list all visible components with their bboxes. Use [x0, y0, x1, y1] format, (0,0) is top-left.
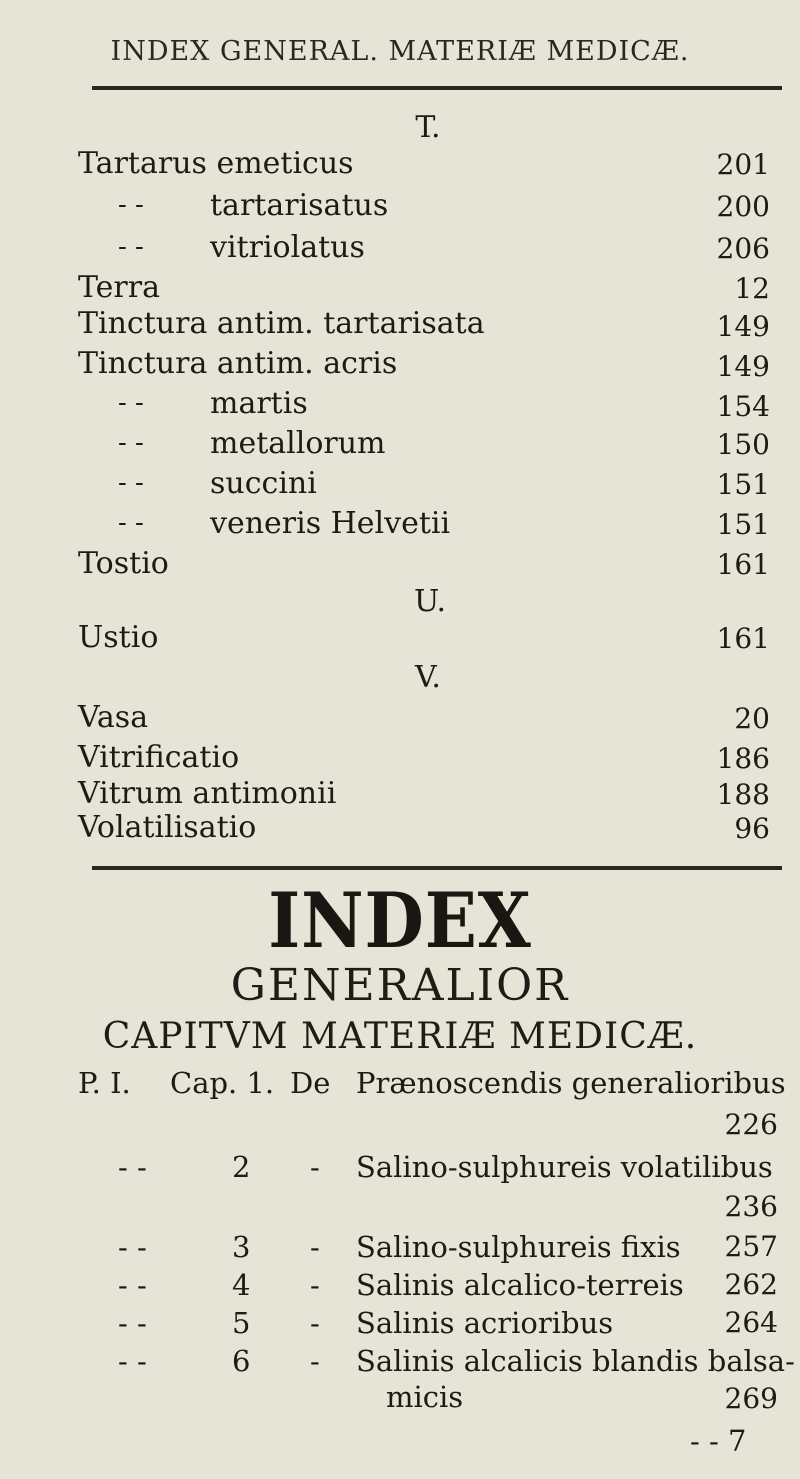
chapter-number: 4: [232, 1268, 251, 1302]
header-rule: [92, 86, 782, 90]
index-entry-term: Tostio: [78, 546, 169, 581]
chapter-title-continued: micis: [386, 1380, 464, 1414]
section-letter-t: T.: [415, 110, 441, 145]
chapter-de: De: [290, 1066, 331, 1100]
index-entry-term: metallorum: [210, 426, 386, 461]
index-entry-page: 161: [716, 622, 770, 655]
chapter-title: Prænoscendis generalioribus: [356, 1066, 786, 1100]
running-header: INDEX GENERAL. MATERIÆ MEDICÆ.: [110, 36, 690, 67]
chapter-page: 264: [724, 1306, 778, 1339]
index-entry-page: 188: [716, 778, 770, 811]
chapter-page: 262: [724, 1268, 778, 1301]
index-entry-page: 151: [716, 508, 770, 541]
index-entry-page: 200: [716, 190, 770, 223]
index-entry-page: 149: [716, 310, 770, 343]
ditto-dashes: - -: [118, 388, 144, 418]
chapter-part: - -: [118, 1344, 147, 1378]
ditto-dashes: - -: [118, 468, 144, 498]
ditto-dashes: - -: [118, 232, 144, 262]
chapter-title: Salino-sulphureis fixis: [356, 1230, 681, 1264]
ditto-dashes: - -: [118, 508, 144, 538]
index-entry-term: Volatilisatio: [78, 810, 257, 845]
section-rule: [92, 866, 782, 870]
chapter-title: Salinis alcalicis blandis balsa-: [356, 1344, 795, 1378]
chapter-number: Cap. 1.: [170, 1066, 275, 1100]
index-entry-term: succini: [210, 466, 317, 501]
index-entry-page: 20: [734, 702, 770, 735]
index-entry-term: Vitrificatio: [78, 740, 240, 775]
chapter-number: 6: [232, 1344, 251, 1378]
index-entry-page: 186: [716, 742, 770, 775]
index-entry-term: tartarisatus: [210, 188, 389, 223]
catchword: - - 7: [690, 1424, 747, 1458]
chapter-number: 2: [232, 1150, 251, 1184]
index-entry-page: 96: [734, 812, 770, 845]
chapter-de: -: [310, 1306, 320, 1340]
chapter-page: 226: [724, 1108, 778, 1141]
chapter-part: P. I.: [78, 1066, 131, 1100]
index-subtitle-2: CAPITVM MATERIÆ MEDICÆ.: [102, 1016, 698, 1057]
chapter-number: 3: [232, 1230, 251, 1264]
section-letter-u: U.: [413, 584, 447, 619]
chapter-title: Salino-sulphureis volatilibus: [356, 1150, 773, 1184]
index-entry-term: Vitrum antimonii: [78, 776, 337, 811]
chapter-de: -: [310, 1268, 320, 1302]
ditto-dashes: - -: [118, 428, 144, 458]
index-entry-term: martis: [210, 386, 308, 421]
index-entry-page: 201: [716, 148, 770, 181]
index-entry-term: Tinctura antim. acris: [78, 346, 398, 381]
chapter-page: 236: [724, 1190, 778, 1223]
index-entry-page: 149: [716, 350, 770, 383]
index-entry-page: 154: [716, 390, 770, 423]
chapter-part: - -: [118, 1306, 147, 1340]
index-entry-term: Tinctura antim. tartarisata: [78, 306, 485, 341]
index-entry-page: 161: [716, 548, 770, 581]
index-entry-term: Vasa: [78, 700, 149, 735]
index-subtitle: GENERALIOR: [230, 960, 570, 1011]
chapter-number: 5: [232, 1306, 251, 1340]
ditto-dashes: - -: [118, 190, 144, 220]
index-entry-term: vitriolatus: [210, 230, 365, 265]
index-entry-page: 206: [716, 232, 770, 265]
index-entry-term: Terra: [78, 270, 161, 305]
chapter-part: - -: [118, 1230, 147, 1264]
index-entry-term: Ustio: [78, 620, 159, 655]
index-entry-term: veneris Helvetii: [210, 506, 451, 541]
index-entry-term: Tartarus emeticus: [78, 146, 354, 181]
chapter-de: -: [310, 1230, 320, 1264]
index-entry-page: 12: [734, 272, 770, 305]
chapter-part: - -: [118, 1268, 147, 1302]
chapter-title: Salinis acrioribus: [356, 1306, 614, 1340]
index-entry-page: 150: [716, 428, 770, 461]
chapter-page: 257: [724, 1230, 778, 1263]
chapter-page: 269: [724, 1382, 778, 1415]
index-title: INDEX: [268, 876, 532, 965]
chapter-title: Salinis alcalico-terreis: [356, 1268, 684, 1302]
chapter-de: -: [310, 1344, 320, 1378]
index-entry-page: 151: [716, 468, 770, 501]
chapter-de: -: [310, 1150, 320, 1184]
section-letter-v: V.: [415, 660, 441, 695]
chapter-part: - -: [118, 1150, 147, 1184]
